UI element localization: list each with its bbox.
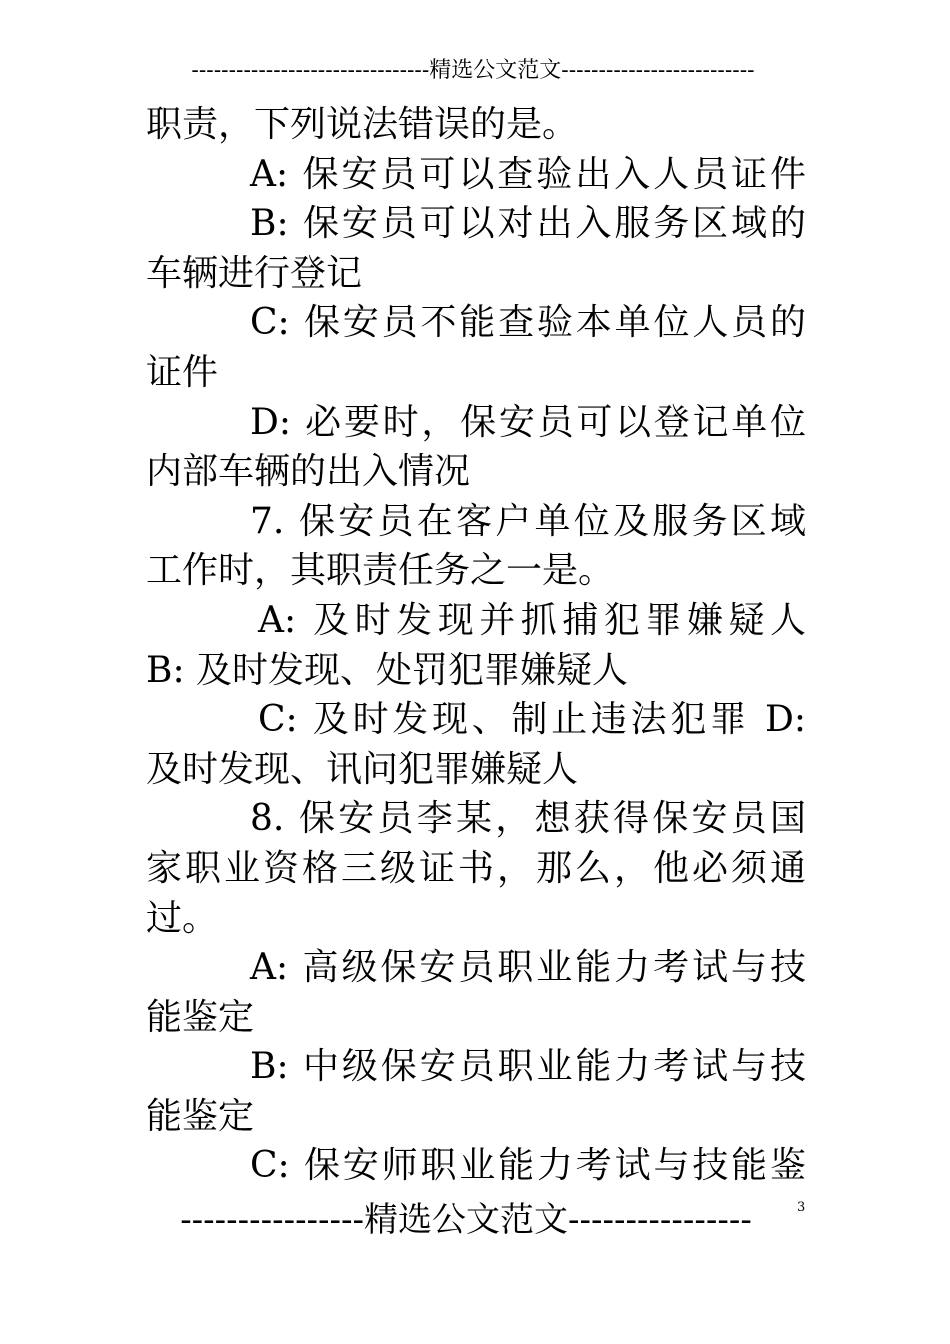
option-line: D: 必要时，保安员可以登记单位 xyxy=(250,401,806,443)
option-line: C: 保安师职业能力考试与技能鉴 xyxy=(250,1145,806,1187)
option-line: A: 保安员可以查验出入人员证件 xyxy=(250,153,806,195)
document-body xyxy=(146,100,806,1191)
page-footer: ----------------精选公文范文---------------- xyxy=(180,1200,752,1240)
option-line: C: 及时发现、制止违法犯罪 D: xyxy=(258,699,806,741)
text-line: 能鉴定 xyxy=(146,1095,255,1137)
text-line: 家职业资格三级证书，那么，他必须通 xyxy=(146,847,806,889)
option-line: B: 保安员可以对出入服务区域的 xyxy=(250,203,806,245)
text-line: 内部车辆的出入情况 xyxy=(146,451,471,493)
option-line: B: 中级保安员职业能力考试与技 xyxy=(250,1046,806,1088)
option-line: A: 及时发现并抓捕犯罪嫌疑人 xyxy=(258,599,806,641)
text-line: 工作时，其职责任务之一是。 xyxy=(146,550,615,592)
option-line: A: 高级保安员职业能力考试与技 xyxy=(250,947,806,989)
page-number: 3 xyxy=(797,1200,806,1215)
text-line: 证件 xyxy=(146,351,219,393)
text-line: 职责，下列说法错误的是。 xyxy=(146,104,579,145)
option-line: C: 保安员不能查验本单位人员的 xyxy=(250,302,806,344)
text-line: 车辆进行登记 xyxy=(146,252,363,294)
question-line: 7. 保安员在客户单位及服务区域 xyxy=(250,500,806,542)
text-line: 及时发现、讯问犯罪嫌疑人 xyxy=(146,748,579,790)
text-line: 过。 xyxy=(146,897,219,939)
text-line: 能鉴定 xyxy=(146,996,255,1038)
page-header: --------------------------------精选公文范文-------------------------- xyxy=(191,58,755,83)
question-line: 8. 保安员李某，想获得保安员国 xyxy=(250,798,806,840)
option-line: B: 及时发现、处罚犯罪嫌疑人 xyxy=(146,649,629,691)
